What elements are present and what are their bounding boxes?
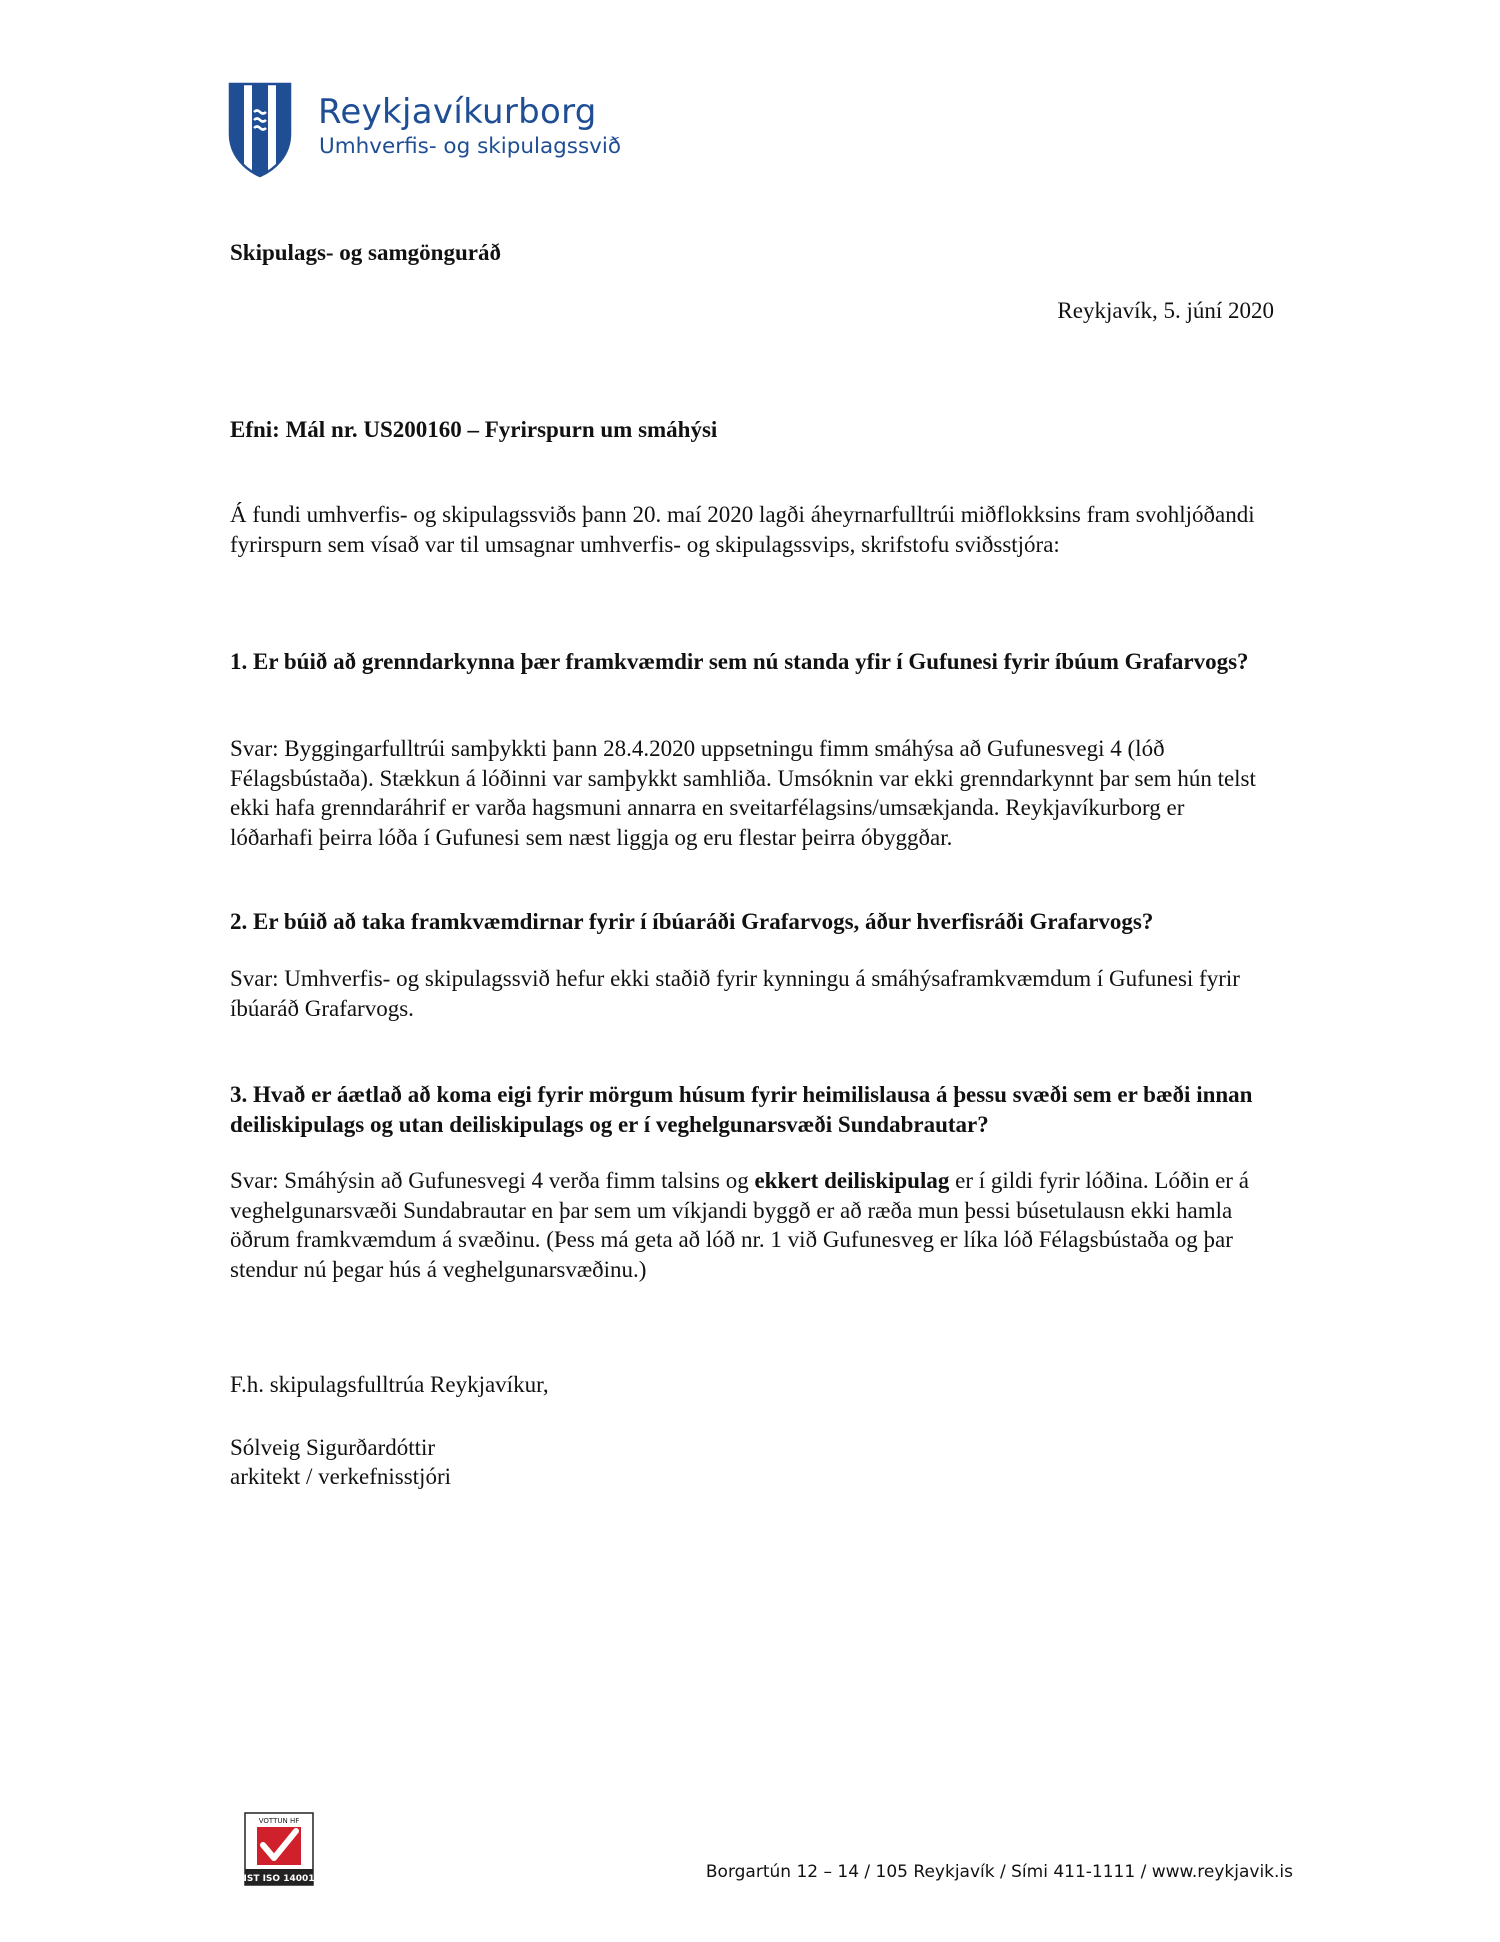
date-line: Reykjavík, 5. júní 2020 xyxy=(1057,298,1274,323)
footer-address: Borgartún 12 – 14 / 105 Reykjavík / Sími 411-1111 / www.reykjavik.is xyxy=(705,1862,1293,1882)
answer-3 xyxy=(230,1166,1270,1284)
department-name: Umhverfis- og skipulagssvið xyxy=(319,134,622,159)
org-name: Reykjavíkurborg xyxy=(318,92,597,132)
cert-bottom-text: IST ISO 14001 xyxy=(244,1874,314,1884)
answer-2: Svar: Umhverfis- og skipulagssvið hefur ekki staðið fyrir kynningu á smáhýsaframkvæmdum í Gufunesi fyrir íbúaráð Grafarvogs. xyxy=(230,966,1240,1021)
cert-top-text: VOTTUN HF xyxy=(258,1817,300,1825)
answer-1: Svar: Byggingarfulltrúi samþykkti þann 28.4.2020 uppsetningu fimm smáhýsa að Gufunesvegi 4 (lóð Félagsbústaða). Stækkun á lóðinni var samþykkt samhliða. Umsóknin var ekki grenndarkynnt þar sem hún telst ekki hafa grenndaráhrif er varða hagsmuni annarra en sveitarfélagsins/umsækjanda. Reykjavíkurborg er lóðarhafi þeirra lóða í Gufunesi sem næst liggja og eru flestar þeirra óbyggðar. xyxy=(230,736,1256,850)
closing-line: F.h. skipulagsfulltrúa Reykjavíkur, xyxy=(230,1372,549,1397)
subject-line: Efni: Mál nr. US200160 – Fyrirspurn um smáhýsi xyxy=(230,417,718,442)
reykjavik-shield-icon xyxy=(228,82,292,183)
signer-name: Sólveig Sigurðardóttir xyxy=(230,1435,436,1460)
intro-paragraph: Á fundi umhverfis- og skipulagssviðs þann 20. maí 2020 lagði áheyrnarfulltrúi miðflokksins fram svohljóðandi fyrirspurn sem vísað var til umsagnar umhverfis- og skipulagssvips, skrifstofu sviðsstjóra: xyxy=(230,502,1255,557)
answer-3-pre: Svar: Smáhýsin að Gufunesvegi 4 verða fimm talsins og xyxy=(230,1168,755,1193)
answer-3-post: er í gildi fyrir lóðina. Lóðin er á veghelgunarsvæði Sundabrautar en þar sem um víkjandi byggð er að ræða mun þessi búsetulausn ekki hamla öðrum framkvæmdum á svæðinu. (Þess má geta að lóð nr. 1 við Gufunesveg er líka lóð Félagsbústaða og þar stendur nú þegar hús á veghelgunarsvæðinu.) xyxy=(230,1168,1249,1282)
recipient: Skipulags- og samgönguráð xyxy=(230,240,501,265)
question-2: 2. Er búið að taka framkvæmdirnar fyrir í íbúaráði Grafarvogs, áður hverfisráði Grafarvogs? xyxy=(230,909,1154,934)
question-3: 3. Hvað er áætlað að koma eigi fyrir mörgum húsum fyrir heimilislausa á þessu svæði sem er bæði innan deiliskipulags og utan deiliskipulags og er í veghelgunarsvæði Sundabrautar? xyxy=(230,1082,1253,1137)
answer-3-emphasis: ekkert deiliskipulag xyxy=(754,1168,950,1193)
question-1: 1. Er búið að grenndarkynna þær framkvæmdir sem nú standa yfir í Gufunesi fyrir íbúum Grafarvogs? xyxy=(230,649,1249,674)
signer-title: arkitekt / verkefnisstjóri xyxy=(230,1464,451,1489)
iso-certification-badge xyxy=(244,1812,314,1891)
